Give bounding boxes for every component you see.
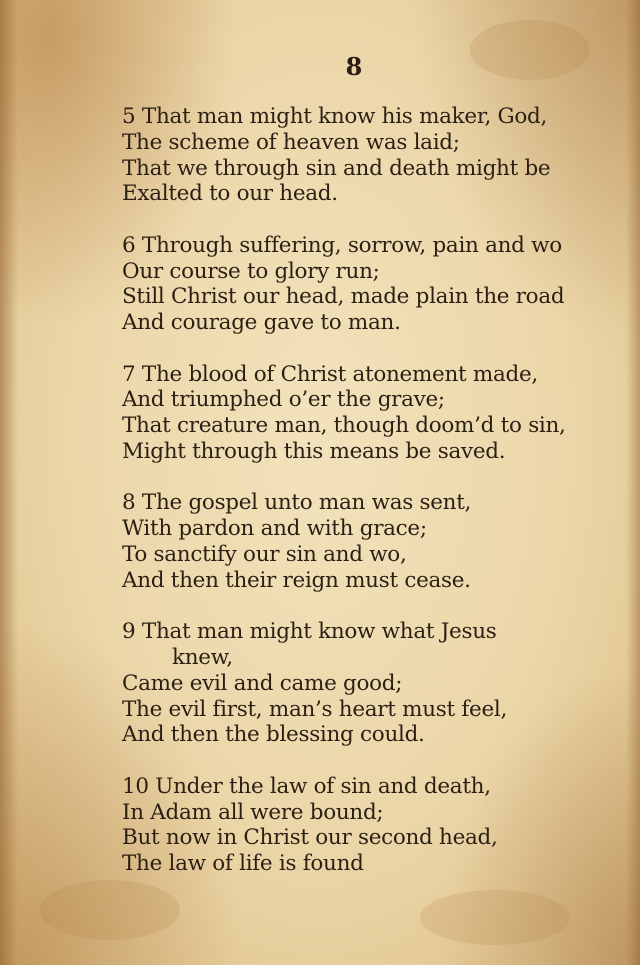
verse-line: 9 That man might know what Jesus [122,619,497,645]
stanza-6 [122,233,592,336]
verse-line: 10 Under the law of sin and death, [122,773,491,799]
hymn-text [122,104,592,902]
verse-line: Came evil and came good; [122,670,403,696]
stanza-8 [122,490,592,593]
verse-line: 7 The blood of Christ atonement made, [122,361,538,387]
verse-line: And then the blessing could. [122,722,425,748]
verse-line: To sanctify our sin and wo, [122,541,407,567]
stanza-10 [122,774,592,877]
verse-line: 6 Through suffering, sorrow, pain and wo [122,232,562,258]
verse-line: The evil first, man’s heart must feel, [122,696,508,722]
verse-line: With pardon and with grace; [122,516,427,542]
verse-line: Still Christ our head, made plain the road [122,284,565,310]
verse-line: Might through this means be saved. [122,438,506,464]
verse-line: 5 That man might know his maker, God, [122,104,548,129]
stanza-7 [122,362,592,465]
verse-line: Exalted to our head. [122,181,338,207]
stanza-9 [122,619,592,748]
verse-line: The law of life is found [122,851,364,877]
verse-line: 8 The gospel unto man was sent, [122,490,472,516]
verse-line-continuation: knew, [172,644,233,670]
verse-line: In Adam all were bound; [122,799,384,825]
verse-line: But now in Christ our second head, [122,825,498,851]
page-number: 8 [345,52,363,81]
stanza-5 [122,104,592,207]
verse-line: The scheme of heaven was laid; [122,129,460,155]
verse-line: And then their reign must cease. [122,567,471,593]
page-edge-left [0,0,18,965]
verse-line: That we through sin and death might be [122,155,551,181]
verse-line: And triumphed o’er the grave; [122,387,445,413]
verse-line: Our course to glory run; [122,258,380,284]
verse-line: That creature man, though doom’d to sin, [122,413,566,439]
page-edge-right [626,0,640,965]
verse-line: And courage gave to man. [122,310,401,336]
